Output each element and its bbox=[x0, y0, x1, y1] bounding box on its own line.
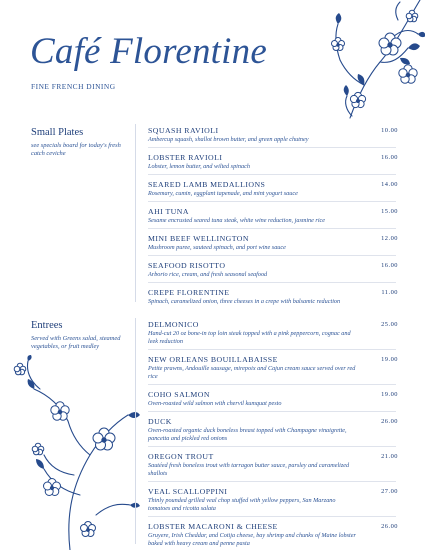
menu-item-description: Petite prawns, Andouille sausage, mirepoix and Cajun cream sauce served over red rice bbox=[148, 365, 356, 380]
menu-item-price: 16.00 bbox=[381, 154, 398, 161]
menu-item bbox=[148, 522, 396, 548]
menu-item-description: Ambercup squash, shallot brown butter, and green apple chutney bbox=[148, 136, 309, 143]
menu-item bbox=[148, 126, 396, 144]
section-note-entrees: Served with Greens salad, steamed vegetables, or fruit medley bbox=[31, 335, 121, 350]
section-title-small-plates: Small Plates bbox=[31, 127, 84, 138]
menu-item-description: Hand-cut 20 oz bone-in top loin steak topped with a pink peppercorn, cognac and leek reduction bbox=[148, 330, 351, 345]
menu-item bbox=[148, 180, 396, 198]
menu-item-description: Sesame encrusted seared tuna steak, white wine reduction, jasmine rice bbox=[148, 217, 326, 224]
menu-item-description: Oven-roasted organic duck boneless breast topped with Champagne vinaigrette, pancetta and pickled red onions bbox=[148, 427, 347, 442]
menu-item-price: 11.00 bbox=[381, 289, 398, 296]
menu-item-description: Sautéed fresh boneless trout with tarragon butter sauce, parsley and caramelized shallots bbox=[148, 462, 350, 477]
menu-item-name: LOBSTER RAVIOLI bbox=[148, 153, 223, 162]
menu-item bbox=[148, 320, 396, 346]
menu-item bbox=[148, 153, 396, 171]
menu-item-name: COHO SALMON bbox=[148, 390, 210, 399]
menu-item bbox=[148, 487, 396, 513]
menu-item bbox=[148, 288, 396, 306]
menu-item-name: SEARED LAMB MEDALLIONS bbox=[148, 180, 266, 189]
section-divider-entrees bbox=[135, 318, 136, 544]
menu-item-name: OREGON TROUT bbox=[148, 452, 214, 461]
item-separator bbox=[148, 349, 396, 350]
menu-item-price: 14.00 bbox=[381, 181, 398, 188]
menu-item-description: Spinach, caramelized onion, three cheeses in a crepe with balsamic reduction bbox=[148, 298, 341, 305]
item-separator bbox=[148, 516, 396, 517]
menu-item-description: Mushroom puree, sauteed spinach, and port wine sauce bbox=[148, 244, 286, 251]
item-separator bbox=[148, 411, 396, 412]
menu-item-price: 19.00 bbox=[381, 391, 398, 398]
menu-item bbox=[148, 234, 396, 252]
menu-item-description: Arborio rice, cream, and fresh seasonal seafood bbox=[148, 271, 268, 278]
menu-item-name: CREPE FLORENTINE bbox=[148, 288, 230, 297]
item-separator bbox=[148, 228, 396, 229]
menu-item-price: 26.00 bbox=[381, 418, 398, 425]
menu-item-price: 27.00 bbox=[381, 488, 398, 495]
item-separator bbox=[148, 384, 396, 385]
menu-item-price: 12.00 bbox=[381, 235, 398, 242]
section-title-entrees: Entrees bbox=[31, 320, 63, 331]
item-separator bbox=[148, 481, 396, 482]
item-separator bbox=[148, 147, 396, 148]
menu-item-name: NEW ORLEANS BOUILLABAISSE bbox=[148, 355, 278, 364]
floral-branch-bottom-left-icon bbox=[0, 355, 150, 550]
item-separator bbox=[148, 255, 396, 256]
menu-item-name: LOBSTER MACARONI & CHEESE bbox=[148, 522, 278, 531]
menu-item-price: 25.00 bbox=[381, 321, 398, 328]
menu-item bbox=[148, 355, 396, 381]
restaurant-title: Café Florentine bbox=[30, 31, 267, 72]
item-separator bbox=[148, 446, 396, 447]
menu-item-price: 21.00 bbox=[381, 453, 398, 460]
menu-item-name: SEAFOOD RISOTTO bbox=[148, 261, 226, 270]
section-note-small-plates: see specials board for today's fresh catch ceviche bbox=[31, 142, 121, 157]
menu-item bbox=[148, 452, 396, 478]
menu-item bbox=[148, 417, 396, 443]
item-separator bbox=[148, 282, 396, 283]
menu-item-description: Gruyere, Irish Cheddar, and Cotija cheese, bay shrimp and chunks of Maine lobster baked with heavy cream and penne pasta bbox=[148, 532, 356, 547]
menu-item-price: 26.00 bbox=[381, 523, 398, 530]
floral-branch-top-right-icon bbox=[300, 0, 425, 130]
menu-item-name: AHI TUNA bbox=[148, 207, 189, 216]
menu-item-description: Oven-roasted wild salmon with chervil kumquat pesto bbox=[148, 400, 282, 407]
menu-item-price: 10.00 bbox=[381, 127, 398, 134]
menu-list-entrees bbox=[148, 320, 396, 548]
menu-item bbox=[148, 390, 396, 408]
menu-item-name: DELMONICO bbox=[148, 320, 199, 329]
menu-item-price: 16.00 bbox=[381, 262, 398, 269]
menu-item-price: 15.00 bbox=[381, 208, 398, 215]
menu-item bbox=[148, 207, 396, 225]
menu-item-name: VEAL SCALLOPPINI bbox=[148, 487, 228, 496]
menu-item-description: Thinly pounded grilled veal chop stuffed with yellow peppers, San Marzano tomatoes and ricotta salata bbox=[148, 497, 336, 512]
restaurant-subtitle: FINE FRENCH DINING bbox=[31, 82, 116, 91]
item-separator bbox=[148, 174, 396, 175]
menu-list-small-plates bbox=[148, 126, 396, 306]
section-divider-small-plates bbox=[135, 124, 136, 302]
menu-item bbox=[148, 261, 396, 279]
menu-item-description: Lobster, lemon butter, and wilted spinach bbox=[148, 163, 250, 170]
menu-item-price: 19.00 bbox=[381, 356, 398, 363]
item-separator bbox=[148, 201, 396, 202]
menu-item-name: SQUASH RAVIOLI bbox=[148, 126, 219, 135]
menu-item-name: DUCK bbox=[148, 417, 172, 426]
menu-item-name: MINI BEEF WELLINGTON bbox=[148, 234, 249, 243]
menu-item-description: Rosemary, cumin, eggplant tapenade, and mint yogurt sauce bbox=[148, 190, 298, 197]
